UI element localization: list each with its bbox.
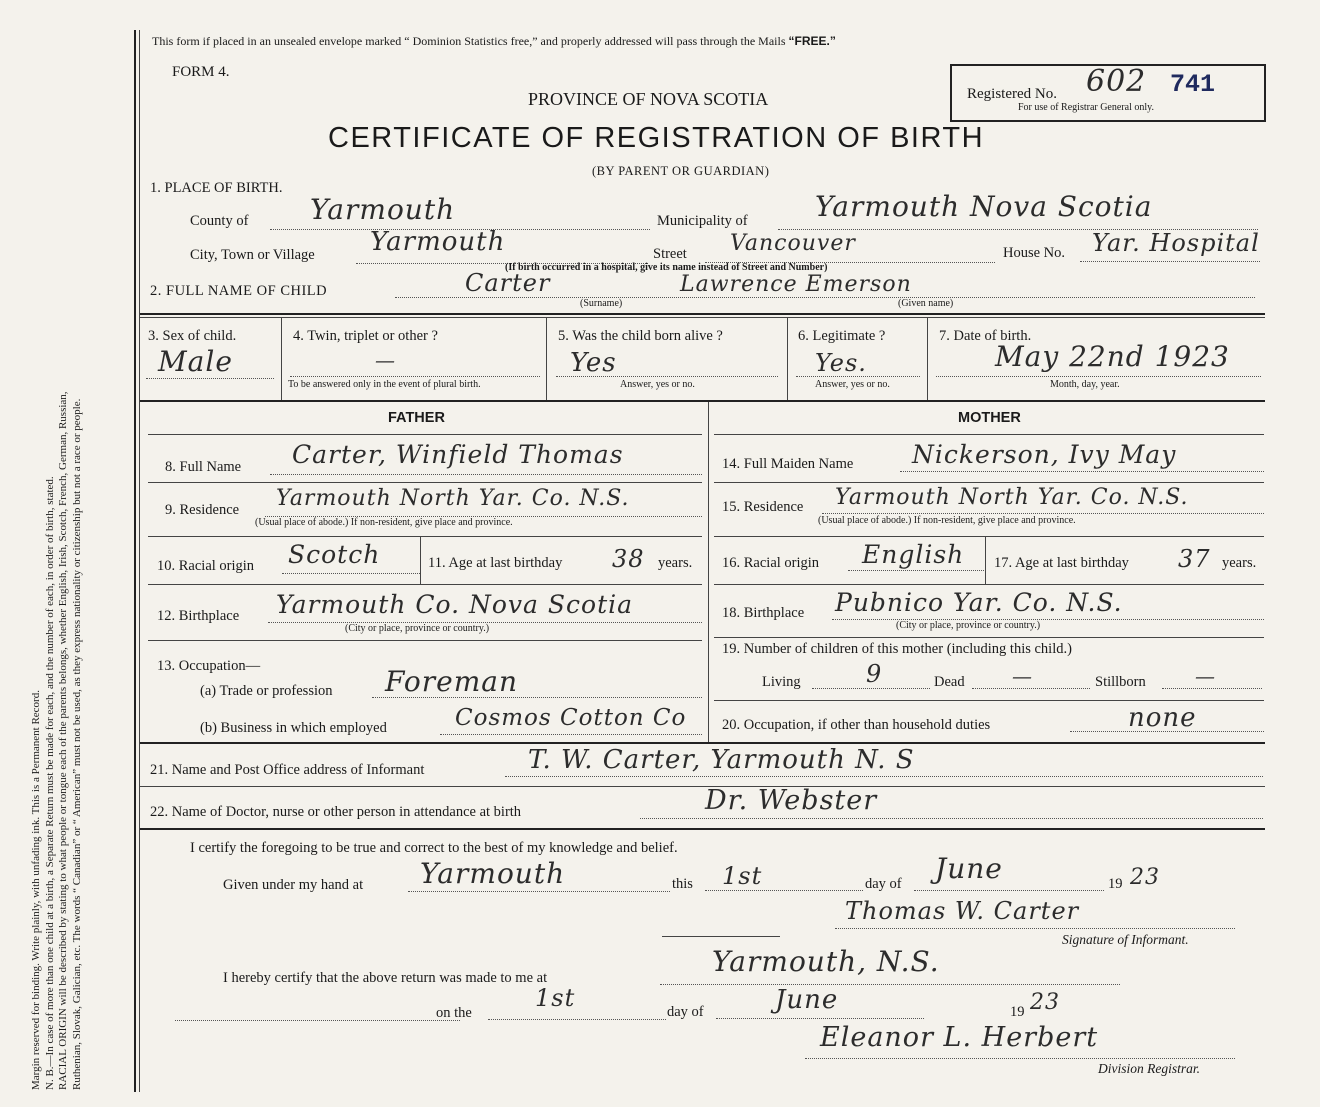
margin-notes xyxy=(30,30,84,1090)
house-label: House No. xyxy=(1003,245,1066,261)
registrar-year-value: 23 xyxy=(1030,990,1060,1015)
father-residence-note: (Usual place of abode.) If non-resident, give place and province. xyxy=(255,517,513,528)
mother-years: years. xyxy=(1222,555,1257,571)
father-years: years. xyxy=(658,555,693,571)
informant-signature: Thomas W. Carter xyxy=(845,897,1080,925)
father-race-value: Scotch xyxy=(288,540,381,569)
registrar-signature-label: Division Registrar. xyxy=(1098,1061,1201,1076)
mother-name-label: 14. Full Maiden Name xyxy=(722,456,854,472)
father-name-value: Carter, Winfield Thomas xyxy=(292,440,624,469)
form-number: FORM 4. xyxy=(172,64,230,80)
certificate-title: CERTIFICATE OF REGISTRATION OF BIRTH xyxy=(328,122,985,154)
registered-stamp-number: 741 xyxy=(1170,70,1216,99)
stillborn-line xyxy=(1162,688,1262,689)
doctor-value: Dr. Webster xyxy=(705,785,878,816)
informant-label: 21. Name and Post Office address of Informant xyxy=(150,762,425,778)
sex-line xyxy=(146,378,274,379)
binding-line-inner xyxy=(139,30,140,1092)
informant-signature-line xyxy=(835,928,1235,929)
binding-line xyxy=(134,30,136,1092)
given-place-value: Yarmouth xyxy=(420,857,566,890)
mother-residence-label: 15. Residence xyxy=(722,499,804,515)
mother-birthplace-label: 18. Birthplace xyxy=(722,605,805,621)
father-birthplace-label: 12. Birthplace xyxy=(157,608,240,624)
living-label: Living xyxy=(762,674,801,690)
mother-race-label: 16. Racial origin xyxy=(722,555,820,571)
municipality-label: Municipality of xyxy=(657,213,748,229)
certify-separator xyxy=(662,936,780,937)
mother-birthplace-value: Pubnico Yar. Co. N.S. xyxy=(835,588,1123,617)
parents-divider xyxy=(708,402,709,742)
mother-age-value: 37 xyxy=(1178,545,1211,573)
place-of-birth-label: 1. PLACE OF BIRTH. xyxy=(150,180,283,196)
father-residence-label: 9. Residence xyxy=(165,502,240,518)
surname-note: (Surname) xyxy=(580,298,623,309)
father-trade-label: (a) Trade or profession xyxy=(200,683,333,699)
dob-line xyxy=(936,376,1261,377)
mother-occupation-value: none xyxy=(1128,703,1197,733)
mother-rule-1 xyxy=(714,482,1264,483)
registrar-dayof-label: day of xyxy=(667,1004,704,1020)
margin-note-4: Ruthenian, Slovak, Galician, etc. The words “ Canadian” or “ American” must not be used, as they express nationality or citizenship but not a race or people. xyxy=(70,398,83,1090)
father-residence-value: Yarmouth North Yar. Co. N.S. xyxy=(276,486,630,511)
father-age-label: 11. Age at last birthday xyxy=(428,555,563,571)
registrar-place-line xyxy=(660,984,1120,985)
twin-label: 4. Twin, triplet or other ? xyxy=(293,328,438,344)
row3-div-3 xyxy=(787,317,788,400)
certify-day-value: 1st xyxy=(722,862,763,890)
certify-dayof-label: day of xyxy=(865,876,902,892)
mother-name-value: Nickerson, Ivy May xyxy=(912,440,1177,469)
house-value: Yar. Hospital xyxy=(1092,229,1260,257)
child-given-name: Lawrence Emerson xyxy=(680,272,912,297)
alive-note: Answer, yes or no. xyxy=(620,379,695,390)
alive-line xyxy=(556,376,778,377)
mother-rule-3 xyxy=(714,584,1264,585)
county-value: Yarmouth xyxy=(310,193,456,226)
father-business-value: Cosmos Cotton Co xyxy=(455,705,687,731)
given-name-note: (Given name) xyxy=(898,298,954,309)
margin-note-2: N. B.—In case of more than one child at a birth, a Separate Return must be made for each, and the number of each, in order of birth, stated. xyxy=(43,476,56,1090)
legitimate-note: Answer, yes or no. xyxy=(815,379,890,390)
municipality-value: Yarmouth Nova Scotia xyxy=(815,190,1153,223)
registrar-month-line xyxy=(716,1018,924,1019)
legitimate-value: Yes. xyxy=(815,349,867,377)
street-value: Vancouver xyxy=(730,231,856,256)
father-name-line xyxy=(270,474,702,475)
province-heading: PROVINCE OF NOVA SCOTIA xyxy=(528,89,769,109)
legitimate-label: 6. Legitimate ? xyxy=(798,328,886,344)
mother-age-label: 17. Age at last birthday xyxy=(994,555,1129,571)
dead-value: — xyxy=(1012,664,1033,688)
father-business-label: (b) Business in which employed xyxy=(200,720,387,736)
father-birthplace-note: (City or place, province or country.) xyxy=(345,623,490,634)
certify-month-value: June xyxy=(935,852,1003,885)
row3-bottom-rule xyxy=(140,400,1265,402)
father-occupation-label: 13. Occupation— xyxy=(157,658,261,674)
mother-heading: MOTHER xyxy=(958,410,1021,426)
children-label: 19. Number of children of this mother (including this child.) xyxy=(722,641,1072,657)
registrar-signature-line xyxy=(805,1058,1235,1059)
city-value: Yarmouth xyxy=(370,227,506,257)
certify-year-value: 23 xyxy=(1130,865,1160,890)
margin-note-3: RACIAL ORIGIN will be described by stating to what people or tongue each of the parents belongs, whether English, Irish, Scotch, French, German, Russian, xyxy=(57,391,69,1090)
registrar-lead-line xyxy=(175,1020,460,1021)
street-label: Street xyxy=(653,246,687,262)
mother-race-value: English xyxy=(862,540,965,569)
mother-rule-4 xyxy=(714,637,1264,638)
father-rule-2 xyxy=(148,536,702,537)
father-rule-4 xyxy=(148,640,702,641)
mother-rule-2 xyxy=(714,536,1264,537)
mother-residence-line xyxy=(822,513,1264,514)
living-value: 9 xyxy=(866,660,883,688)
doctor-line xyxy=(640,818,1263,819)
given-under-label: Given under my hand at xyxy=(223,877,364,893)
registrar-month-value: June xyxy=(775,985,839,1015)
registered-hand-number: 602 xyxy=(1086,64,1147,99)
informant-value: T. W. Carter, Yarmouth N. S xyxy=(528,745,915,775)
legitimate-line xyxy=(796,376,920,377)
given-place-line xyxy=(408,891,670,892)
father-head-rule xyxy=(148,434,702,435)
father-rule-1 xyxy=(148,482,702,483)
free-label: “FREE.” xyxy=(788,34,836,48)
dob-note: Month, day, year. xyxy=(1050,379,1120,390)
dob-label: 7. Date of birth. xyxy=(939,328,1032,344)
registrar-on-label: on the xyxy=(436,1005,472,1021)
alive-value: Yes xyxy=(570,348,617,378)
registrar-place-value: Yarmouth, N.S. xyxy=(712,945,940,978)
house-line xyxy=(1080,261,1260,262)
father-race-label: 10. Racial origin xyxy=(157,558,255,574)
registrar-text: I hereby certify that the above return was made to me at xyxy=(223,970,548,986)
certify-this-label: this xyxy=(672,876,693,892)
mother-residence-value: Yarmouth North Yar. Co. N.S. xyxy=(835,485,1189,510)
row3-div-1 xyxy=(281,317,282,400)
alive-label: 5. Was the child born alive ? xyxy=(558,328,723,344)
living-line xyxy=(812,688,930,689)
informant-rule xyxy=(140,786,1265,787)
city-label: City, Town or Village xyxy=(190,247,315,263)
father-age-value: 38 xyxy=(612,545,645,573)
certify-year-prefix: 19 xyxy=(1108,876,1123,892)
mother-rule-5 xyxy=(714,700,1264,701)
sex-label: 3. Sex of child. xyxy=(148,328,237,344)
sex-value: Male xyxy=(158,345,233,378)
certify-day-line xyxy=(705,890,863,891)
registered-note: For use of Registrar General only. xyxy=(1018,102,1154,113)
child-name-line xyxy=(395,297,1255,298)
registrar-signature: Eleanor L. Herbert xyxy=(820,1022,1099,1053)
stillborn-label: Stillborn xyxy=(1095,674,1146,690)
row3-top-rule-2 xyxy=(140,317,1265,318)
mother-head-rule xyxy=(714,434,1264,435)
mother-race-divider xyxy=(985,536,986,584)
hospital-note: (If birth occurred in a hospital, give its name instead of Street and Number) xyxy=(505,262,828,273)
top-notice-text: This form if placed in an unsealed envelope marked “ Dominion Statistics free,” and properly addressed will pass through the Mails xyxy=(152,34,789,48)
certify-month-line xyxy=(914,890,1104,891)
county-label: County of xyxy=(190,213,249,229)
row3-div-2 xyxy=(546,317,547,400)
mother-residence-note: (Usual place of abode.) If non-resident, give place and province. xyxy=(818,515,1076,526)
mother-occupation-label: 20. Occupation, if other than household duties xyxy=(722,717,991,733)
doctor-label: 22. Name of Doctor, nurse or other person in attendance at birth xyxy=(150,804,522,820)
registrar-day-value: 1st xyxy=(535,984,576,1012)
mother-birthplace-note: (City or place, province or country.) xyxy=(896,620,1041,631)
registrar-year-prefix: 19 xyxy=(1010,1004,1025,1020)
twin-line xyxy=(290,376,540,377)
father-race-line xyxy=(282,573,420,574)
child-name-label: 2. FULL NAME OF CHILD xyxy=(150,283,328,299)
father-heading: FATHER xyxy=(388,410,445,426)
top-notice xyxy=(152,34,836,49)
father-birthplace-value: Yarmouth Co. Nova Scotia xyxy=(276,590,634,619)
registered-label: Registered No. xyxy=(967,86,1057,102)
child-surname: Carter xyxy=(465,269,551,297)
margin-note-1: Margin reserved for binding. Write plainly, with unfading ink. This is a Permanent Record. xyxy=(30,690,42,1090)
father-name-label: 8. Full Name xyxy=(165,459,242,475)
father-business-line xyxy=(440,734,702,735)
dead-label: Dead xyxy=(934,674,965,690)
father-race-divider xyxy=(420,536,421,584)
informant-signature-label: Signature of Informant. xyxy=(1062,932,1189,947)
certify-text: I certify the foregoing to be true and correct to the best of my knowledge and belief. xyxy=(190,840,678,856)
row3-top-rule xyxy=(140,313,1265,315)
twin-note: To be answered only in the event of plural birth. xyxy=(288,379,481,390)
father-trade-value: Foreman xyxy=(385,665,518,698)
certificate-subtitle: (BY PARENT OR GUARDIAN) xyxy=(592,164,770,178)
stillborn-value: — xyxy=(1195,664,1216,688)
twin-value: — xyxy=(375,348,396,372)
dob-value: May 22nd 1923 xyxy=(995,340,1230,373)
registrar-day-line xyxy=(488,1019,666,1020)
dead-line xyxy=(972,688,1090,689)
mother-race-line xyxy=(848,570,984,571)
informant-line xyxy=(505,776,1263,777)
doctor-rule xyxy=(140,828,1265,830)
mother-name-line xyxy=(900,471,1264,472)
father-rule-3 xyxy=(148,584,702,585)
row3-div-4 xyxy=(927,317,928,400)
parents-bottom-rule xyxy=(140,742,1265,744)
